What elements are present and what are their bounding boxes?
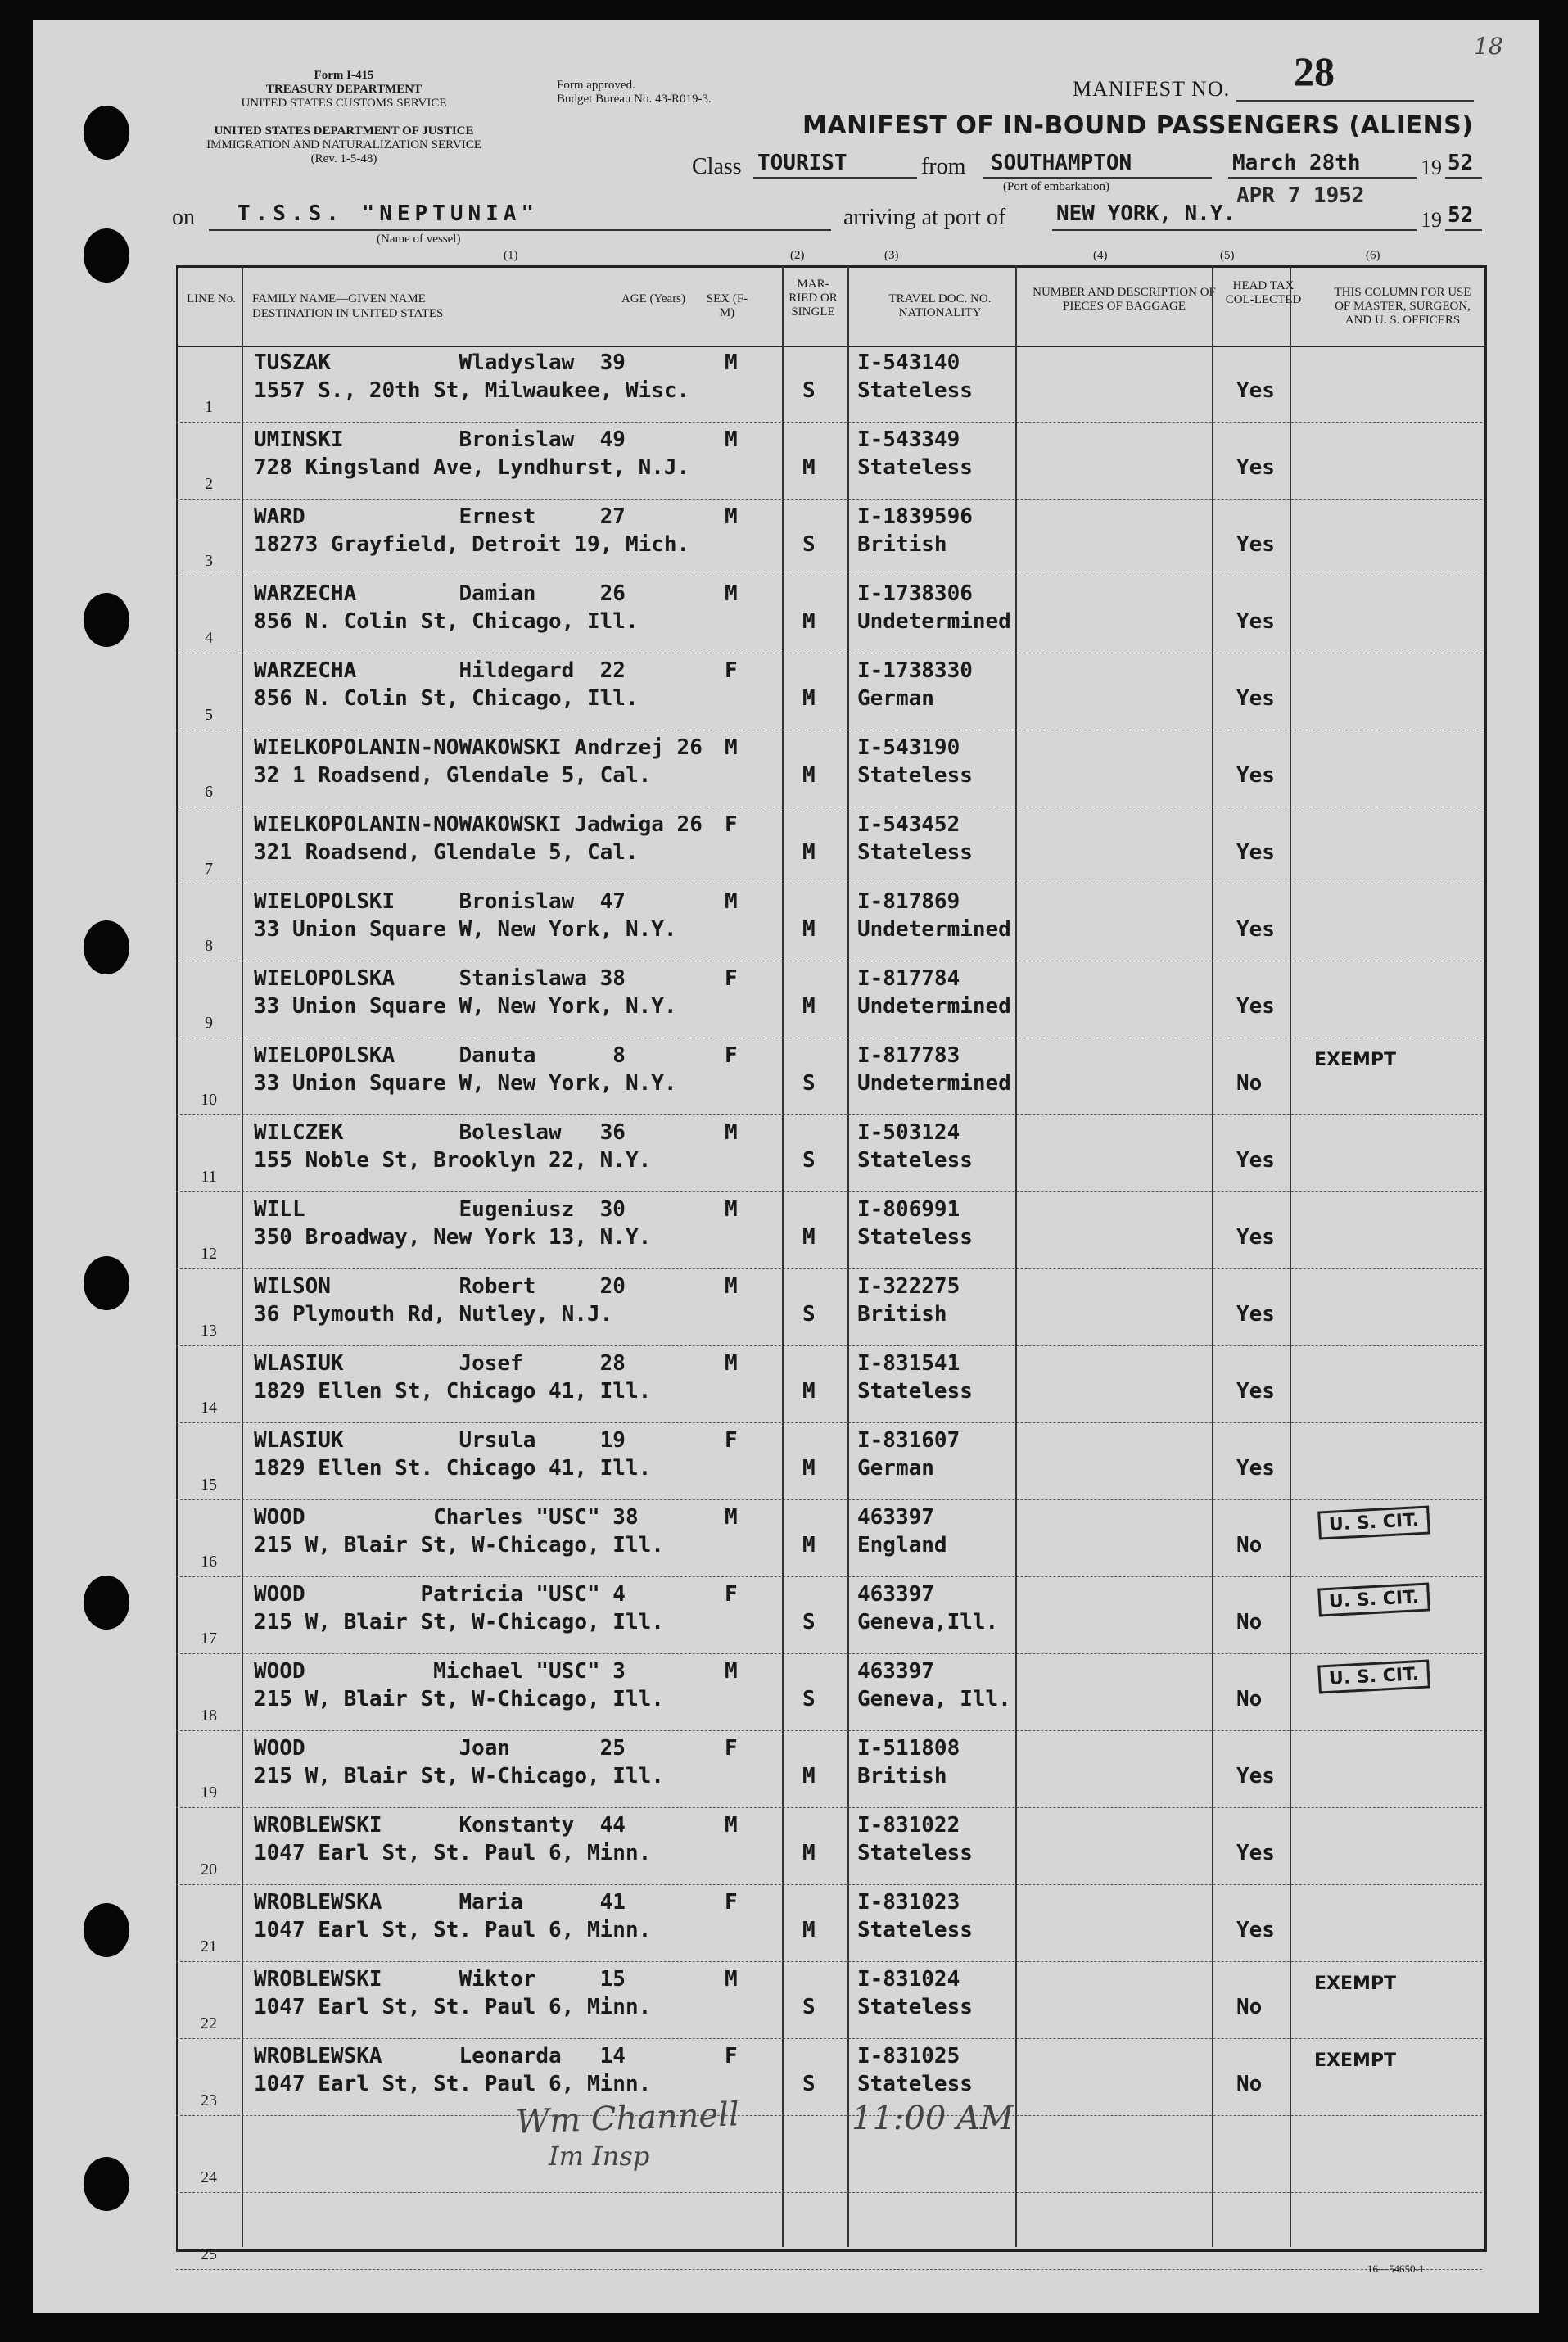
- sex-value: F: [725, 1428, 738, 1453]
- line-number: 17: [201, 1630, 217, 1648]
- form-identity: [172, 69, 516, 111]
- table-row: [176, 1038, 1482, 1115]
- corner-mark: 18: [1474, 33, 1503, 60]
- sex-value: M: [725, 889, 738, 914]
- destination-address: 1557 S., 20th St, Milwaukee, Wisc.: [254, 378, 690, 403]
- col-num-1: (1): [504, 249, 518, 262]
- travel-doc-no: I-831023: [857, 1890, 960, 1915]
- from-label: from: [921, 154, 966, 179]
- passenger-name: WARZECHA Damian 26: [254, 581, 626, 606]
- marital-status: M: [802, 609, 816, 634]
- nationality: German: [857, 1456, 934, 1481]
- header-baggage: NUMBER AND DESCRIPTION OF PIECES OF BAGGAGE: [1033, 286, 1216, 313]
- sex-value: M: [725, 427, 738, 452]
- passenger-name: WIELKOPOLANIN-NOWAKOWSKI Jadwiga 26: [254, 812, 703, 837]
- year-line: [1445, 177, 1482, 179]
- table-row: [176, 1423, 1482, 1500]
- head-tax: Yes: [1236, 1918, 1275, 1942]
- line-number: 24: [201, 2168, 217, 2186]
- marital-status: M: [802, 840, 816, 865]
- nationality: Stateless: [857, 455, 973, 480]
- date-line: [1228, 177, 1417, 179]
- head-tax: Yes: [1236, 609, 1275, 634]
- header-age: AGE (Years): [621, 292, 686, 305]
- marital-status: M: [802, 686, 816, 711]
- from-line: [983, 177, 1212, 179]
- line-number: 11: [201, 1168, 217, 1186]
- travel-doc-no: I-817784: [857, 966, 960, 991]
- destination-address: 350 Broadway, New York 13, N.Y.: [254, 1225, 652, 1250]
- table-row: [176, 653, 1482, 730]
- head-tax: Yes: [1236, 455, 1275, 480]
- line-number: 1: [205, 398, 213, 416]
- class-label: Class: [692, 154, 742, 179]
- passenger-name: WILL Eugeniusz 30: [254, 1197, 626, 1222]
- manifest-no-line: [1236, 100, 1474, 102]
- vessel-line: [209, 229, 831, 231]
- passenger-name: WOOD Joan 25: [254, 1736, 626, 1761]
- arrival-line: [1052, 229, 1417, 231]
- table-row: [176, 2116, 1482, 2193]
- line-number: 12: [201, 1245, 217, 1263]
- destination-address: 856 N. Colin St, Chicago, Ill.: [254, 686, 639, 711]
- nationality: Stateless: [857, 1841, 973, 1865]
- head-tax: Yes: [1236, 1148, 1275, 1173]
- exempt-stamp: EXEMPT: [1314, 2050, 1397, 2071]
- head-tax: Yes: [1236, 532, 1275, 557]
- arriving-label: arriving at port of: [843, 205, 1006, 230]
- destination-address: 155 Noble St, Brooklyn 22, N.Y.: [254, 1148, 652, 1173]
- line-number: 3: [205, 552, 213, 570]
- sex-value: M: [725, 1351, 738, 1376]
- passenger-name: WOOD Michael "USC" 3: [254, 1659, 626, 1684]
- line-number: 10: [201, 1091, 217, 1109]
- destination-address: 215 W, Blair St, W-Chicago, Ill.: [254, 1764, 664, 1788]
- passenger-name: WLASIUK Ursula 19: [254, 1428, 626, 1453]
- year2-prefix: 19: [1421, 208, 1442, 232]
- travel-doc-no: I-831022: [857, 1813, 960, 1838]
- col-num-3: (3): [884, 249, 899, 262]
- class-line: [753, 177, 917, 179]
- nationality: Geneva,Ill.: [857, 1610, 999, 1634]
- passenger-name: WIELOPOLSKA Danuta 8: [254, 1043, 626, 1068]
- year-value: 52: [1448, 151, 1474, 175]
- vessel-label: (Name of vessel): [377, 233, 461, 246]
- line-number: 6: [205, 783, 213, 801]
- marital-status: M: [802, 1456, 816, 1481]
- table-row: [176, 1885, 1482, 1962]
- travel-doc-no: I-831607: [857, 1428, 960, 1453]
- passenger-name: WIELOPOLSKI Bronislaw 47: [254, 889, 626, 914]
- year2-line: [1445, 229, 1482, 231]
- header-head-tax: HEAD TAX COL-LECTED: [1225, 279, 1302, 306]
- nationality: British: [857, 1764, 947, 1788]
- travel-doc-no: I-831024: [857, 1967, 960, 1992]
- head-tax: Yes: [1236, 378, 1275, 403]
- travel-doc-no: I-543349: [857, 427, 960, 452]
- travel-doc-no: I-831541: [857, 1351, 960, 1376]
- nationality: German: [857, 686, 934, 711]
- travel-doc-no: I-543140: [857, 350, 960, 375]
- header-family: FAMILY NAME—GIVEN NAME: [252, 292, 426, 305]
- line-number: 23: [201, 2091, 217, 2109]
- passenger-name: WILCZEK Boleslaw 36: [254, 1120, 626, 1145]
- passenger-name: UMINSKI Bronislaw 49: [254, 427, 626, 452]
- header-nationality: NATIONALITY: [898, 306, 982, 319]
- exempt-stamp: EXEMPT: [1314, 1974, 1397, 1994]
- nationality: Stateless: [857, 840, 973, 865]
- sex-value: M: [725, 1120, 738, 1145]
- nationality: British: [857, 532, 947, 557]
- destination-address: 856 N. Colin St, Chicago, Ill.: [254, 609, 639, 634]
- line-number: 18: [201, 1707, 217, 1725]
- punch-hole: [84, 106, 129, 160]
- head-tax: Yes: [1236, 1225, 1275, 1250]
- marital-status: M: [802, 1841, 816, 1865]
- form-dept: TREASURY DEPARTMENT: [265, 83, 423, 96]
- travel-doc-no: 463397: [857, 1582, 934, 1607]
- table-row: [176, 961, 1482, 1038]
- destination-address: 36 Plymouth Rd, Nutley, N.J.: [254, 1302, 613, 1327]
- nationality: Stateless: [857, 1379, 973, 1404]
- nationality: Stateless: [857, 763, 973, 788]
- inspector-signature: Wm Channell: [515, 2096, 740, 2141]
- punch-hole: [84, 2157, 129, 2211]
- manifest-no-value: 28: [1294, 48, 1335, 94]
- header-travel-doc: [850, 292, 1030, 320]
- marital-status: S: [802, 1071, 816, 1096]
- travel-doc-no: I-1839596: [857, 504, 973, 529]
- head-tax: No: [1236, 1687, 1263, 1711]
- line-number: 16: [201, 1553, 217, 1571]
- destination-address: 215 W, Blair St, W-Chicago, Ill.: [254, 1610, 664, 1634]
- header-travel-doc-no: TRAVEL DOC. NO.: [888, 292, 992, 305]
- head-tax: No: [1236, 1071, 1263, 1096]
- head-tax: No: [1236, 1533, 1263, 1558]
- line-number: 14: [201, 1399, 217, 1417]
- sex-value: M: [725, 1197, 738, 1222]
- on-label: on: [172, 205, 195, 230]
- marital-status: M: [802, 1533, 816, 1558]
- nationality: Stateless: [857, 1995, 973, 2019]
- date-value: March 28th: [1232, 151, 1361, 175]
- sex-value: M: [725, 1967, 738, 1992]
- sex-value: F: [725, 1582, 738, 1607]
- head-tax: Yes: [1236, 763, 1275, 788]
- line-number: 13: [201, 1322, 217, 1340]
- marital-status: S: [802, 2072, 816, 2096]
- sex-value: M: [725, 350, 738, 375]
- sex-value: M: [725, 1274, 738, 1299]
- marital-status: S: [802, 1995, 816, 2019]
- destination-address: 1047 Earl St, St. Paul 6, Minn.: [254, 1918, 652, 1942]
- marital-status: S: [802, 378, 816, 403]
- table-row: [176, 1731, 1482, 1808]
- sex-value: M: [725, 581, 738, 606]
- head-tax: Yes: [1236, 686, 1275, 711]
- from-value: SOUTHAMPTON: [991, 151, 1132, 175]
- punch-hole: [84, 593, 129, 647]
- marital-status: M: [802, 455, 816, 480]
- passenger-name: WOOD Charles "USC" 38: [254, 1505, 639, 1530]
- marital-status: M: [802, 763, 816, 788]
- marital-status: M: [802, 1379, 816, 1404]
- table-row: [176, 1115, 1482, 1192]
- nationality: Stateless: [857, 1148, 973, 1173]
- nationality: Undetermined: [857, 609, 1011, 634]
- head-tax: No: [1236, 2072, 1263, 2096]
- destination-address: 321 Roadsend, Glendale 5, Cal.: [254, 840, 639, 865]
- col-num-2: (2): [790, 249, 805, 262]
- marital-status: S: [802, 532, 816, 557]
- col-num-5: (5): [1220, 249, 1235, 262]
- punch-hole: [84, 920, 129, 974]
- line-number: 2: [205, 475, 213, 493]
- head-tax: No: [1236, 1995, 1263, 2019]
- manifest-title: MANIFEST OF IN-BOUND PASSENGERS (ALIENS): [802, 111, 1474, 140]
- head-tax: Yes: [1236, 1302, 1275, 1327]
- table-row: [176, 2193, 1482, 2270]
- table-row: [176, 807, 1482, 884]
- travel-doc-no: I-1738306: [857, 581, 973, 606]
- form-rev: (Rev. 1-5-48): [310, 152, 377, 165]
- head-tax: No: [1236, 1610, 1263, 1634]
- header-destination: DESTINATION IN UNITED STATES: [252, 307, 444, 320]
- table-row: [176, 1500, 1482, 1577]
- sex-value: F: [725, 2044, 738, 2068]
- footer-code: 16—54650-1: [1367, 2263, 1425, 2275]
- table-row: [176, 2039, 1482, 2116]
- head-tax: Yes: [1236, 917, 1275, 942]
- destination-address: 1047 Earl St, St. Paul 6, Minn.: [254, 1841, 652, 1865]
- travel-doc-no: I-543452: [857, 812, 960, 837]
- header-sex: SEX (F-M): [706, 292, 748, 319]
- marital-status: S: [802, 1610, 816, 1634]
- passenger-name: WIELOPOLSKA Stanislawa 38: [254, 966, 626, 991]
- nationality: Undetermined: [857, 917, 1011, 942]
- marital-status: M: [802, 1918, 816, 1942]
- table-row: [176, 1192, 1482, 1269]
- passenger-name: WROBLEWSKI Konstanty 44: [254, 1813, 626, 1838]
- form-approval: [557, 79, 770, 106]
- line-number: 20: [201, 1860, 217, 1879]
- travel-doc-no: 463397: [857, 1659, 934, 1684]
- nationality: Undetermined: [857, 994, 1011, 1019]
- nationality: Stateless: [857, 2072, 973, 2096]
- col-num-6: (6): [1366, 249, 1380, 262]
- head-tax: Yes: [1236, 1456, 1275, 1481]
- form-approved: Form approved.: [557, 79, 635, 92]
- destination-address: 1047 Earl St, St. Paul 6, Minn.: [254, 1995, 652, 2019]
- destination-address: 18273 Grayfield, Detroit 19, Mich.: [254, 532, 690, 557]
- arrival-date-stamp: APR 7 1952: [1236, 183, 1365, 208]
- table-row: [176, 884, 1482, 961]
- inspector-title: Im Insp: [549, 2141, 650, 2172]
- nationality: Stateless: [857, 378, 973, 403]
- line-number: 5: [205, 706, 213, 724]
- budget-bureau: Budget Bureau No. 43-R019-3.: [557, 93, 712, 106]
- head-tax: Yes: [1236, 1379, 1275, 1404]
- sex-value: M: [725, 1505, 738, 1530]
- table-row: [176, 576, 1482, 653]
- sex-value: F: [725, 1043, 738, 1068]
- sex-value: F: [725, 812, 738, 837]
- head-tax: Yes: [1236, 1841, 1275, 1865]
- immigration-service: IMMIGRATION AND NATURALIZATION SERVICE: [206, 138, 481, 151]
- table-row: [176, 1808, 1482, 1885]
- sex-value: F: [725, 966, 738, 991]
- travel-doc-no: I-817783: [857, 1043, 960, 1068]
- marital-status: M: [802, 1764, 816, 1788]
- nationality: Geneva, Ill.: [857, 1687, 1011, 1711]
- line-number: 15: [201, 1476, 217, 1494]
- form-service: UNITED STATES CUSTOMS SERVICE: [241, 97, 447, 110]
- header-officers: THIS COLUMN FOR USE OF MASTER, SURGEON, AND U. S. OFFICERS: [1334, 286, 1471, 327]
- nationality: Stateless: [857, 1918, 973, 1942]
- table-row: [176, 1654, 1482, 1731]
- sex-value: F: [725, 658, 738, 683]
- table-row: [176, 423, 1482, 500]
- travel-doc-no: 463397: [857, 1505, 934, 1530]
- passenger-name: WROBLEWSKA Maria 41: [254, 1890, 626, 1915]
- us-citizen-stamp: U. S. CIT.: [1317, 1659, 1430, 1693]
- travel-doc-no: I-322275: [857, 1274, 960, 1299]
- punch-hole: [84, 1576, 129, 1630]
- destination-address: 1829 Ellen St. Chicago 41, Ill.: [254, 1456, 652, 1481]
- form-justice: [156, 124, 532, 166]
- us-citizen-stamp: U. S. CIT.: [1317, 1582, 1430, 1616]
- row-divider: [176, 2269, 1482, 2270]
- passenger-name: WROBLEWSKI Wiktor 15: [254, 1967, 626, 1992]
- table-row: [176, 1577, 1482, 1654]
- passenger-name: WARD Ernest 27: [254, 504, 626, 529]
- destination-address: 1047 Earl St, St. Paul 6, Minn.: [254, 2072, 652, 2096]
- travel-doc-no: I-831025: [857, 2044, 960, 2068]
- destination-address: 33 Union Square W, New York, N.Y.: [254, 994, 677, 1019]
- us-citizen-stamp: U. S. CIT.: [1317, 1505, 1430, 1539]
- head-tax: Yes: [1236, 1764, 1275, 1788]
- vessel-value: T.S.S. "NEPTUNIA": [237, 201, 540, 226]
- table-row: [176, 1346, 1482, 1423]
- marital-status: M: [802, 917, 816, 942]
- sex-value: M: [725, 735, 738, 760]
- passenger-name: WARZECHA Hildegard 22: [254, 658, 626, 683]
- sex-value: M: [725, 1659, 738, 1684]
- manifest-no-label: MANIFEST NO.: [1073, 77, 1231, 101]
- line-number: 22: [201, 2014, 217, 2032]
- col-num-4: (4): [1093, 249, 1108, 262]
- class-value: TOURIST: [757, 151, 847, 175]
- port-label: (Port of embarkation): [1003, 180, 1109, 193]
- travel-doc-no: I-511808: [857, 1736, 960, 1761]
- inspection-time: 11:00 AM: [852, 2100, 1014, 2137]
- destination-address: 728 Kingsland Ave, Lyndhurst, N.J.: [254, 455, 690, 480]
- marital-status: S: [802, 1148, 816, 1173]
- line-number: 21: [201, 1937, 217, 1955]
- table-row: [176, 1269, 1482, 1346]
- travel-doc-no: I-1738330: [857, 658, 973, 683]
- punch-hole: [84, 1256, 129, 1310]
- travel-doc-no: I-503124: [857, 1120, 960, 1145]
- header-married: MAR-RIED OR SINGLE: [789, 278, 838, 319]
- destination-address: 33 Union Square W, New York, N.Y.: [254, 1071, 677, 1096]
- passenger-name: WLASIUK Josef 28: [254, 1351, 626, 1376]
- head-tax: Yes: [1236, 840, 1275, 865]
- destination-address: 215 W, Blair St, W-Chicago, Ill.: [254, 1687, 664, 1711]
- table-row: [176, 730, 1482, 807]
- arrival-value: NEW YORK, N.Y.: [1056, 201, 1236, 226]
- punch-hole: [84, 228, 129, 283]
- passenger-name: TUSZAK Wladyslaw 39: [254, 350, 626, 375]
- nationality: Stateless: [857, 1225, 973, 1250]
- nationality: British: [857, 1302, 947, 1327]
- line-number: 7: [205, 860, 213, 878]
- table-row: [176, 346, 1482, 423]
- manifest-sheet: [33, 20, 1539, 2313]
- marital-status: S: [802, 1302, 816, 1327]
- line-number: 4: [205, 629, 213, 647]
- travel-doc-no: I-817869: [857, 889, 960, 914]
- exempt-stamp: EXEMPT: [1314, 1050, 1397, 1070]
- travel-doc-no: I-543190: [857, 735, 960, 760]
- header-line-no: LINE No.: [187, 292, 236, 305]
- passenger-name: WIELKOPOLANIN-NOWAKOWSKI Andrzej 26: [254, 735, 703, 760]
- destination-address: 32 1 Roadsend, Glendale 5, Cal.: [254, 763, 652, 788]
- line-number: 8: [205, 937, 213, 955]
- destination-address: 215 W, Blair St, W-Chicago, Ill.: [254, 1533, 664, 1558]
- line-number: 9: [205, 1014, 213, 1032]
- year-prefix: 19: [1421, 156, 1442, 179]
- head-tax: Yes: [1236, 994, 1275, 1019]
- passenger-name: WILSON Robert 20: [254, 1274, 626, 1299]
- passenger-name: WROBLEWSKA Leonarda 14: [254, 2044, 626, 2068]
- destination-address: 1829 Ellen St, Chicago 41, Ill.: [254, 1379, 652, 1404]
- sex-value: F: [725, 1890, 738, 1915]
- sex-value: M: [725, 1813, 738, 1838]
- travel-doc-no: I-806991: [857, 1197, 960, 1222]
- marital-status: M: [802, 1225, 816, 1250]
- line-number: 25: [201, 2245, 217, 2263]
- marital-status: M: [802, 994, 816, 1019]
- form-number: Form I-415: [314, 69, 374, 82]
- nationality: England: [857, 1533, 947, 1558]
- sex-value: F: [725, 1736, 738, 1761]
- nationality: Undetermined: [857, 1071, 1011, 1096]
- punch-hole: [84, 1903, 129, 1957]
- marital-status: S: [802, 1687, 816, 1711]
- destination-address: 33 Union Square W, New York, N.Y.: [254, 917, 677, 942]
- line-number: 19: [201, 1784, 217, 1802]
- year2-value: 52: [1448, 203, 1474, 228]
- table-row: [176, 500, 1482, 576]
- justice-dept: UNITED STATES DEPARTMENT OF JUSTICE: [214, 124, 474, 138]
- table-row: [176, 1962, 1482, 2039]
- passenger-name: WOOD Patricia "USC" 4: [254, 1582, 626, 1607]
- sex-value: M: [725, 504, 738, 529]
